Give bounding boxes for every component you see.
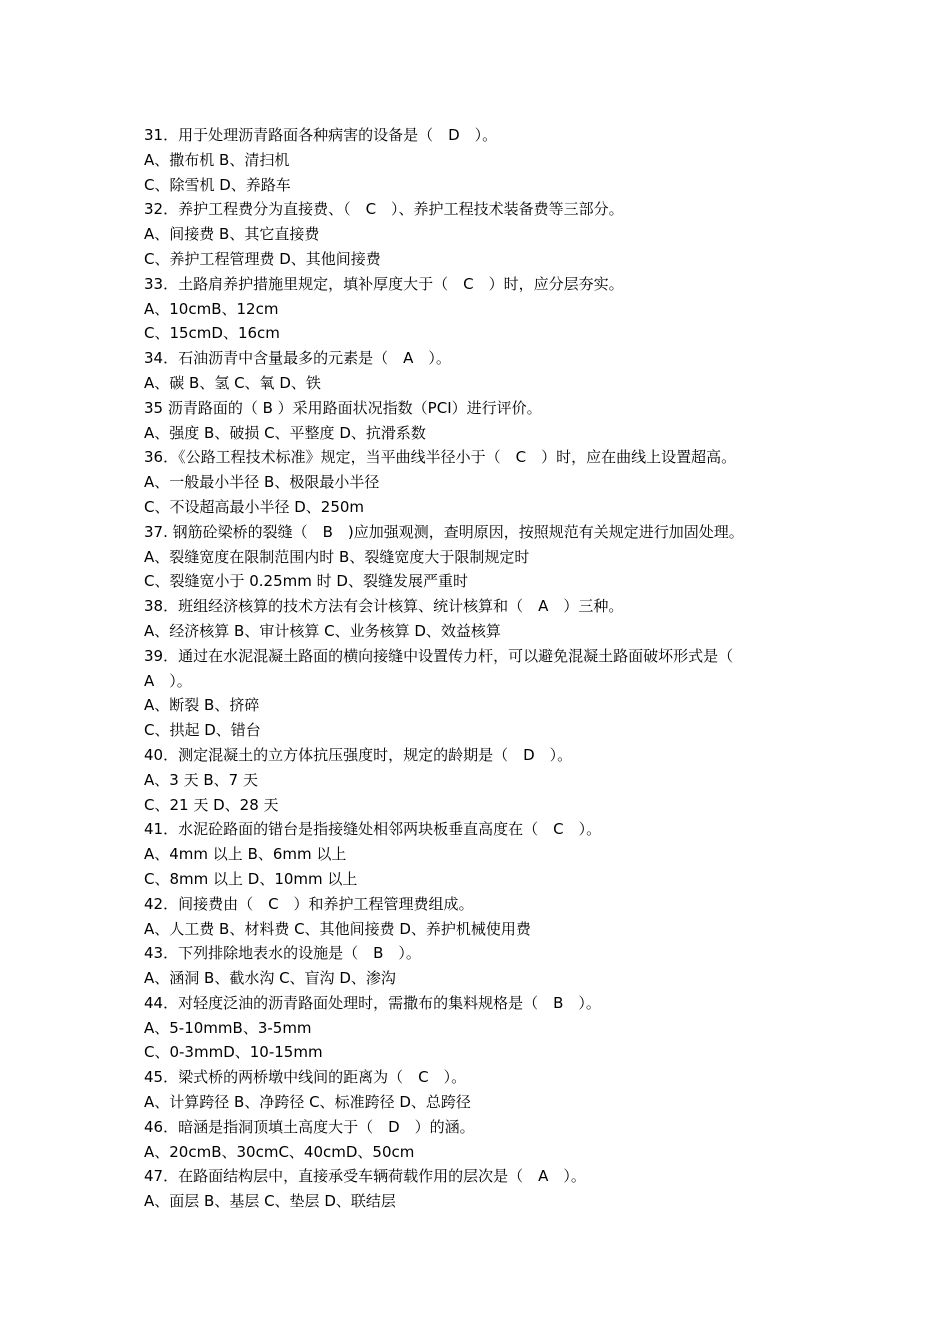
- question-38: 38．班组经济核算的技术方法有会计核算、统计核算和（ A ）三种。: [144, 597, 624, 616]
- question-34: 34．石油沥青中含量最多的元素是（ A ）。: [144, 349, 451, 368]
- options-44-cd: C、0-3mmD、10-15mm: [144, 1043, 323, 1062]
- question-47: 47．在路面结构层中，直接承受车辆荷载作用的层次是（ A ）。: [144, 1167, 586, 1186]
- options-41-ab: A、4mm 以上 B、6mm 以上: [144, 845, 347, 864]
- question-32: 32．养护工程费分为直接费、（ C ）、养护工程技术装备费等三部分。: [144, 200, 624, 219]
- options-46: A、20cmB、30cmC、40cmD、50cm: [144, 1142, 415, 1161]
- options-39-cd: C、拱起 D、错台: [144, 721, 261, 740]
- options-47: A、面层 B、基层 C、垫层 D、联结层: [144, 1192, 396, 1211]
- options-33-ab: A、10cmB、12cm: [144, 299, 279, 318]
- options-40-cd: C、21 天 D、28 天: [144, 795, 279, 814]
- question-46: 46．暗涵是指洞顶填土高度大于（ D ）的涵。: [144, 1117, 475, 1136]
- question-37: 37. 钢筋砼梁桥的裂缝（ B )应加强观测，查明原因，按照规范有关规定进行加固处理。: [144, 522, 744, 541]
- options-41-cd: C、8mm 以上 D、10mm 以上: [144, 869, 358, 888]
- question-42: 42．间接费由（ C ）和养护工程管理费组成。: [144, 894, 474, 913]
- question-45: 45．梁式桥的两桥墩中线间的距离为（ C ）。: [144, 1068, 467, 1087]
- question-43: 43．下列排除地表水的设施是（ B ）。: [144, 944, 421, 963]
- options-35: A、强度 B、破损 C、平整度 D、抗滑系数: [144, 423, 426, 442]
- options-39-ab: A、断裂 B、挤碎: [144, 696, 260, 715]
- options-34: A、碳 B、氢 C、氧 D、铁: [144, 373, 321, 392]
- question-35: 35 沥青路面的（ B ）采用路面状况指数（PCI）进行评价。: [144, 398, 542, 417]
- options-32-cd: C、养护工程管理费 D、其他间接费: [144, 249, 381, 268]
- options-42: A、人工费 B、材料费 C、其他间接费 D、养护机械使用费: [144, 919, 531, 938]
- question-41: 41．水泥砼路面的错台是指接缝处相邻两块板垂直高度在（ C ）。: [144, 820, 602, 839]
- options-43: A、涵洞 B、截水沟 C、盲沟 D、渗沟: [144, 969, 396, 988]
- question-44: 44．对轻度泛油的沥青路面处理时，需撒布的集料规格是（ B ）。: [144, 993, 601, 1012]
- options-38: A、经济核算 B、审计核算 C、业务核算 D、效益核算: [144, 621, 501, 640]
- question-31: 31．用于处理沥青路面各种病害的设备是（ D ）。: [144, 126, 498, 144]
- options-37-ab: A、裂缝宽度在限制范围内时 B、裂缝宽度大于限制规定时: [144, 547, 530, 566]
- options-37-cd: C、裂缝宽小于 0.25mm 时 D、裂缝发展严重时: [144, 572, 468, 591]
- options-32-ab: A、间接费 B、其它直接费: [144, 225, 320, 244]
- question-40: 40．测定混凝土的立方体抗压强度时，规定的龄期是（ D ）。: [144, 745, 573, 764]
- options-40-ab: A、3 天 B、7 天: [144, 770, 258, 789]
- question-list: [144, 123, 814, 1214]
- options-33-cd: C、15cmD、16cm: [144, 324, 280, 343]
- options-31-cd: C、除雪机 D、养路车: [144, 175, 291, 194]
- options-36-ab: A、一般最小半径 B、极限最小半径: [144, 473, 380, 492]
- options-36-cd: C、不设超高最小半径 D、250m: [144, 497, 365, 516]
- question-39-continued: A ）。: [144, 671, 192, 690]
- options-45: A、计算跨径 B、净跨径 C、标准跨径 D、总跨径: [144, 1093, 471, 1112]
- options-44-ab: A、5-10mmB、3-5mm: [144, 1018, 312, 1037]
- options-31-ab: A、撒布机 B、清扫机: [144, 150, 290, 169]
- question-39: 39．通过在水泥混凝土路面的横向接缝中设置传力杆，可以避免混凝土路面破坏形式是（: [144, 646, 734, 665]
- question-36: 36．《公路工程技术标准》规定，当平曲线半径小于（ C ）时，应在曲线上设置超高。: [144, 448, 737, 467]
- question-33: 33．土路肩养护措施里规定，填补厚度大于（ C ）时，应分层夯实。: [144, 274, 624, 293]
